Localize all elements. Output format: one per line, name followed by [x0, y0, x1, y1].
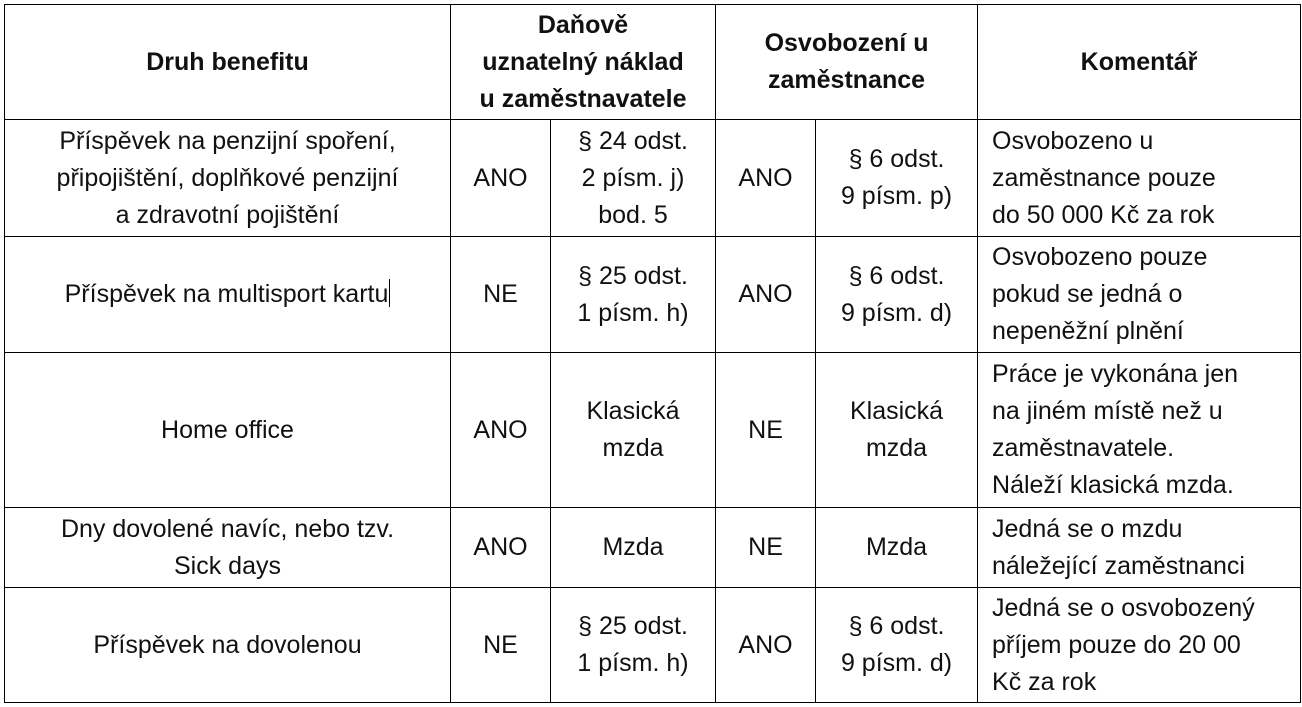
employee-flag-cell[interactable]: NE [716, 508, 816, 588]
employer-reference-cell[interactable]: Klasická mzda [551, 353, 716, 508]
employee-flag-cell[interactable]: ANO [716, 588, 816, 703]
employer-flag-cell[interactable]: ANO [451, 120, 551, 237]
employee-flag-cell[interactable]: ANO [716, 237, 816, 353]
table-row [5, 120, 1301, 237]
employer-reference-cell[interactable]: § 25 odst. 1 písm. h) [551, 588, 716, 703]
employer-reference-cell[interactable]: § 25 odst. 1 písm. h) [551, 237, 716, 353]
table-row [5, 353, 1301, 508]
employer-flag-cell[interactable]: ANO [451, 508, 551, 588]
table-row [5, 508, 1301, 588]
employee-reference-cell[interactable]: § 6 odst. 9 písm. d) [816, 588, 978, 703]
comment-cell[interactable]: Jedná se o osvobozený příjem pouze do 20 00 Kč za rok [978, 588, 1301, 703]
employee-reference-cell[interactable]: § 6 odst. 9 písm. p) [816, 120, 978, 237]
benefits-table [4, 4, 1301, 703]
comment-cell[interactable]: Jedná se o mzdu náležející zaměstnanci [978, 508, 1301, 588]
comment-cell[interactable]: Práce je vykonána jen na jiném místě než u zaměstnavatele. Náleží klasická mzda. [978, 353, 1301, 508]
employer-reference-cell[interactable]: Mzda [551, 508, 716, 588]
employee-flag-cell[interactable]: NE [716, 353, 816, 508]
benefit-type-cell[interactable]: Příspěvek na dovolenou [5, 588, 451, 703]
header-employer-deductible: Daňově uznatelný náklad u zaměstnavatele [451, 5, 716, 120]
benefit-type-cell[interactable]: Dny dovolené navíc, nebo tzv. Sick days [5, 508, 451, 588]
header-employee-exemption: Osvobození u zaměstnance [716, 5, 978, 120]
header-comment: Komentář [978, 5, 1301, 120]
employer-flag-cell[interactable]: NE [451, 588, 551, 703]
employer-flag-cell[interactable]: ANO [451, 353, 551, 508]
employee-reference-cell[interactable]: § 6 odst. 9 písm. d) [816, 237, 978, 353]
benefit-type-cell[interactable]: Home office [5, 353, 451, 508]
benefit-type-cell[interactable] [5, 237, 451, 353]
employee-reference-cell[interactable]: Mzda [816, 508, 978, 588]
employer-reference-cell[interactable]: § 24 odst. 2 písm. j) bod. 5 [551, 120, 716, 237]
employee-reference-cell[interactable]: Klasická mzda [816, 353, 978, 508]
table-row [5, 588, 1301, 703]
employee-flag-cell[interactable]: ANO [716, 120, 816, 237]
comment-cell[interactable]: Osvobozeno pouze pokud se jedná o nepeněžní plnění [978, 237, 1301, 353]
benefit-type-cell[interactable]: Příspěvek na penzijní spoření, připojištění, doplňkové penzijní a zdravotní pojištění [5, 120, 451, 237]
benefit-type-text: Příspěvek na multisport kartu [64, 280, 389, 308]
text-cursor [389, 279, 390, 307]
header-benefit-type: Druh benefitu [5, 5, 451, 120]
comment-cell[interactable]: Osvobozeno u zaměstnance pouze do 50 000 Kč za rok [978, 120, 1301, 237]
header-row [5, 5, 1301, 120]
table-row [5, 237, 1301, 353]
employer-flag-cell[interactable]: NE [451, 237, 551, 353]
